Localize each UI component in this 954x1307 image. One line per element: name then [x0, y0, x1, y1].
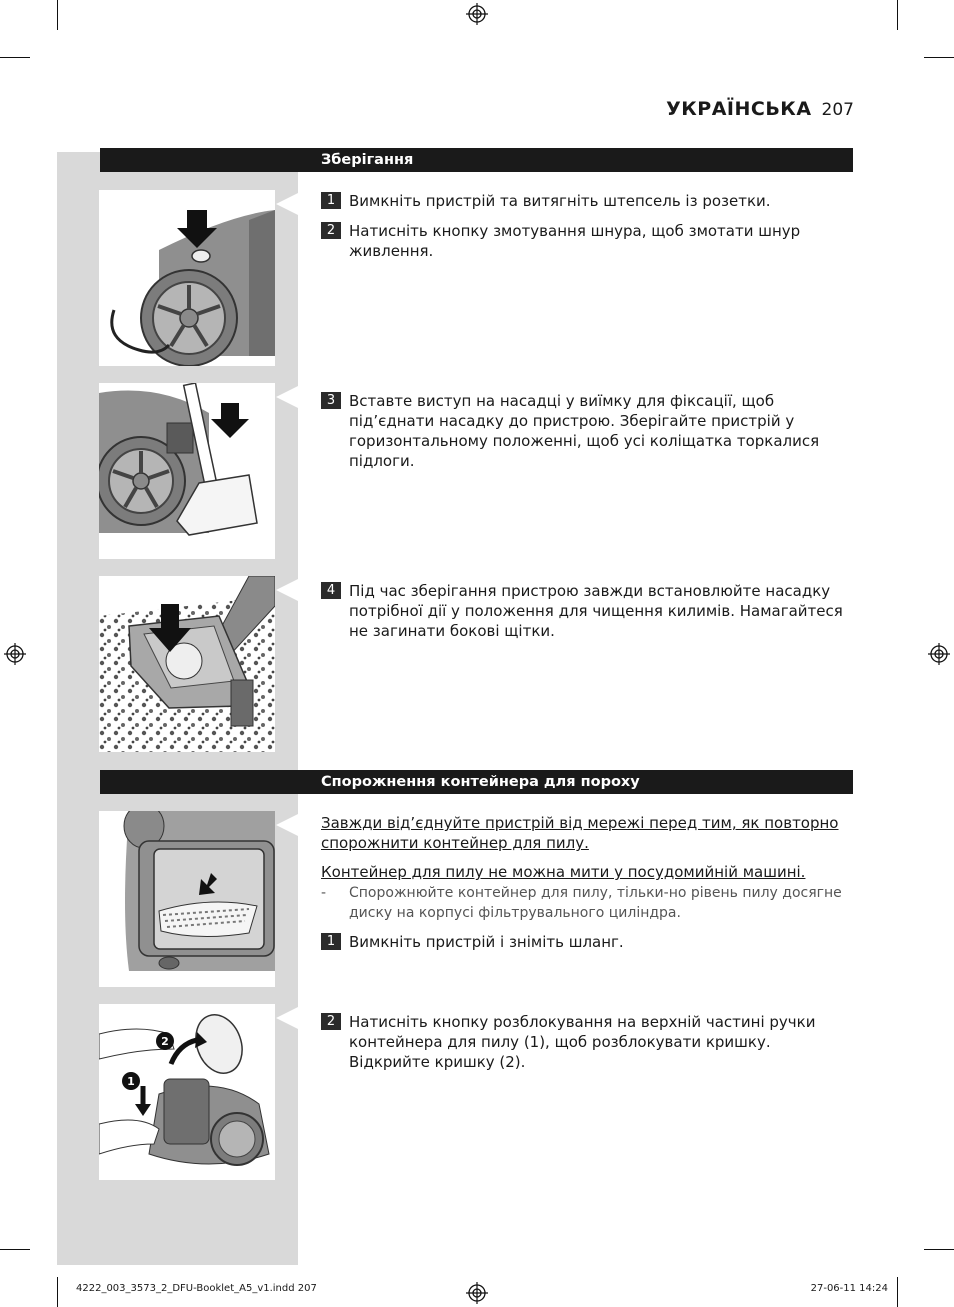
step-number: 2 — [321, 1013, 341, 1030]
step-number: 4 — [321, 582, 341, 599]
pointer-arrow — [276, 1007, 298, 1029]
section-title-empty-container: Спорожнення контейнера для пороху — [100, 770, 853, 794]
callout-2: 2 — [161, 1035, 169, 1048]
crop-mark — [897, 0, 898, 30]
step-number: 1 — [321, 192, 341, 209]
registration-mark-icon — [466, 1282, 488, 1304]
callout-1: 1 — [127, 1075, 135, 1088]
dash-bullet: - — [321, 885, 327, 901]
dash-note — [321, 883, 853, 923]
empty-step-2 — [321, 1012, 853, 1072]
step-number: 1 — [321, 933, 341, 950]
dash-note-text: Спорожнюйте контейнер для пилу, тільки-но рівень пилу досягне диску на корпусі фільтрувального циліндра. — [349, 885, 842, 921]
registration-mark-icon — [466, 3, 488, 25]
footer-filename: 4222_003_3573_2_DFU-Booklet_A5_v1.indd 207 — [76, 1283, 317, 1294]
illustration-nozzle-carpet — [99, 576, 275, 752]
step-text: Вставте виступ на насадці у виїмку для фіксації, щоб під’єднати насадку до пристрою. Зберігайте пристрій у горизонтальному положенні, щоб усі коліщатка торкалися підлоги. — [349, 392, 820, 470]
crop-mark — [0, 57, 30, 58]
footer-timestamp: 27-06-11 14:24 — [810, 1283, 888, 1294]
registration-mark-icon — [4, 643, 26, 665]
storage-step-2 — [321, 221, 853, 261]
warning-disconnect: Завжди від’єднуйте пристрій від мережі перед тим, як повторно спорожнити контейнер для пилу. — [321, 814, 839, 852]
page-number: 207 — [821, 100, 854, 120]
crop-mark — [57, 0, 58, 30]
storage-step-3 — [321, 391, 853, 471]
step-text: Натисніть кнопку змотування шнура, щоб змотати шнур живлення. — [349, 222, 801, 260]
section-title-storage: Зберігання — [100, 148, 853, 172]
pointer-arrow — [276, 193, 298, 215]
illustration-open-lid — [99, 1004, 275, 1180]
empty-step-1 — [321, 932, 853, 952]
step-text: Натисніть кнопку розблокування на верхній частині ручки контейнера для пилу (1), щоб розблокувати кришку. Відкрийте кришку (2). — [349, 1013, 816, 1071]
crop-mark — [57, 1277, 58, 1307]
pointer-arrow — [276, 386, 298, 408]
crop-mark — [924, 1249, 954, 1250]
illustration-park-nozzle — [99, 383, 275, 559]
registration-mark-icon — [928, 643, 950, 665]
language-title: УКРАЇНСЬКА — [666, 98, 812, 120]
step-text: Вимкніть пристрій та витягніть штепсель із розетки. — [349, 192, 771, 210]
step-text: Під час зберігання пристрою завжди встановлюйте насадку потрібної дії у положення для чищення килимів. Намагайтеся не загинати бокові щітки. — [349, 582, 843, 640]
illustration-cord-rewind — [99, 190, 275, 366]
pointer-arrow — [276, 579, 298, 601]
storage-step-1 — [321, 191, 853, 211]
crop-mark — [897, 1277, 898, 1307]
crop-mark — [924, 57, 954, 58]
page-header — [666, 98, 854, 120]
crop-mark — [0, 1249, 30, 1250]
pointer-arrow — [276, 814, 298, 836]
illustration-dust-container — [99, 811, 275, 987]
step-number: 2 — [321, 222, 341, 239]
step-text: Вимкніть пристрій і зніміть шланг. — [349, 933, 624, 951]
storage-step-4 — [321, 581, 853, 641]
warning-dishwasher: Контейнер для пилу не можна мити у посудомийній машині. — [321, 863, 806, 881]
step-number: 3 — [321, 392, 341, 409]
